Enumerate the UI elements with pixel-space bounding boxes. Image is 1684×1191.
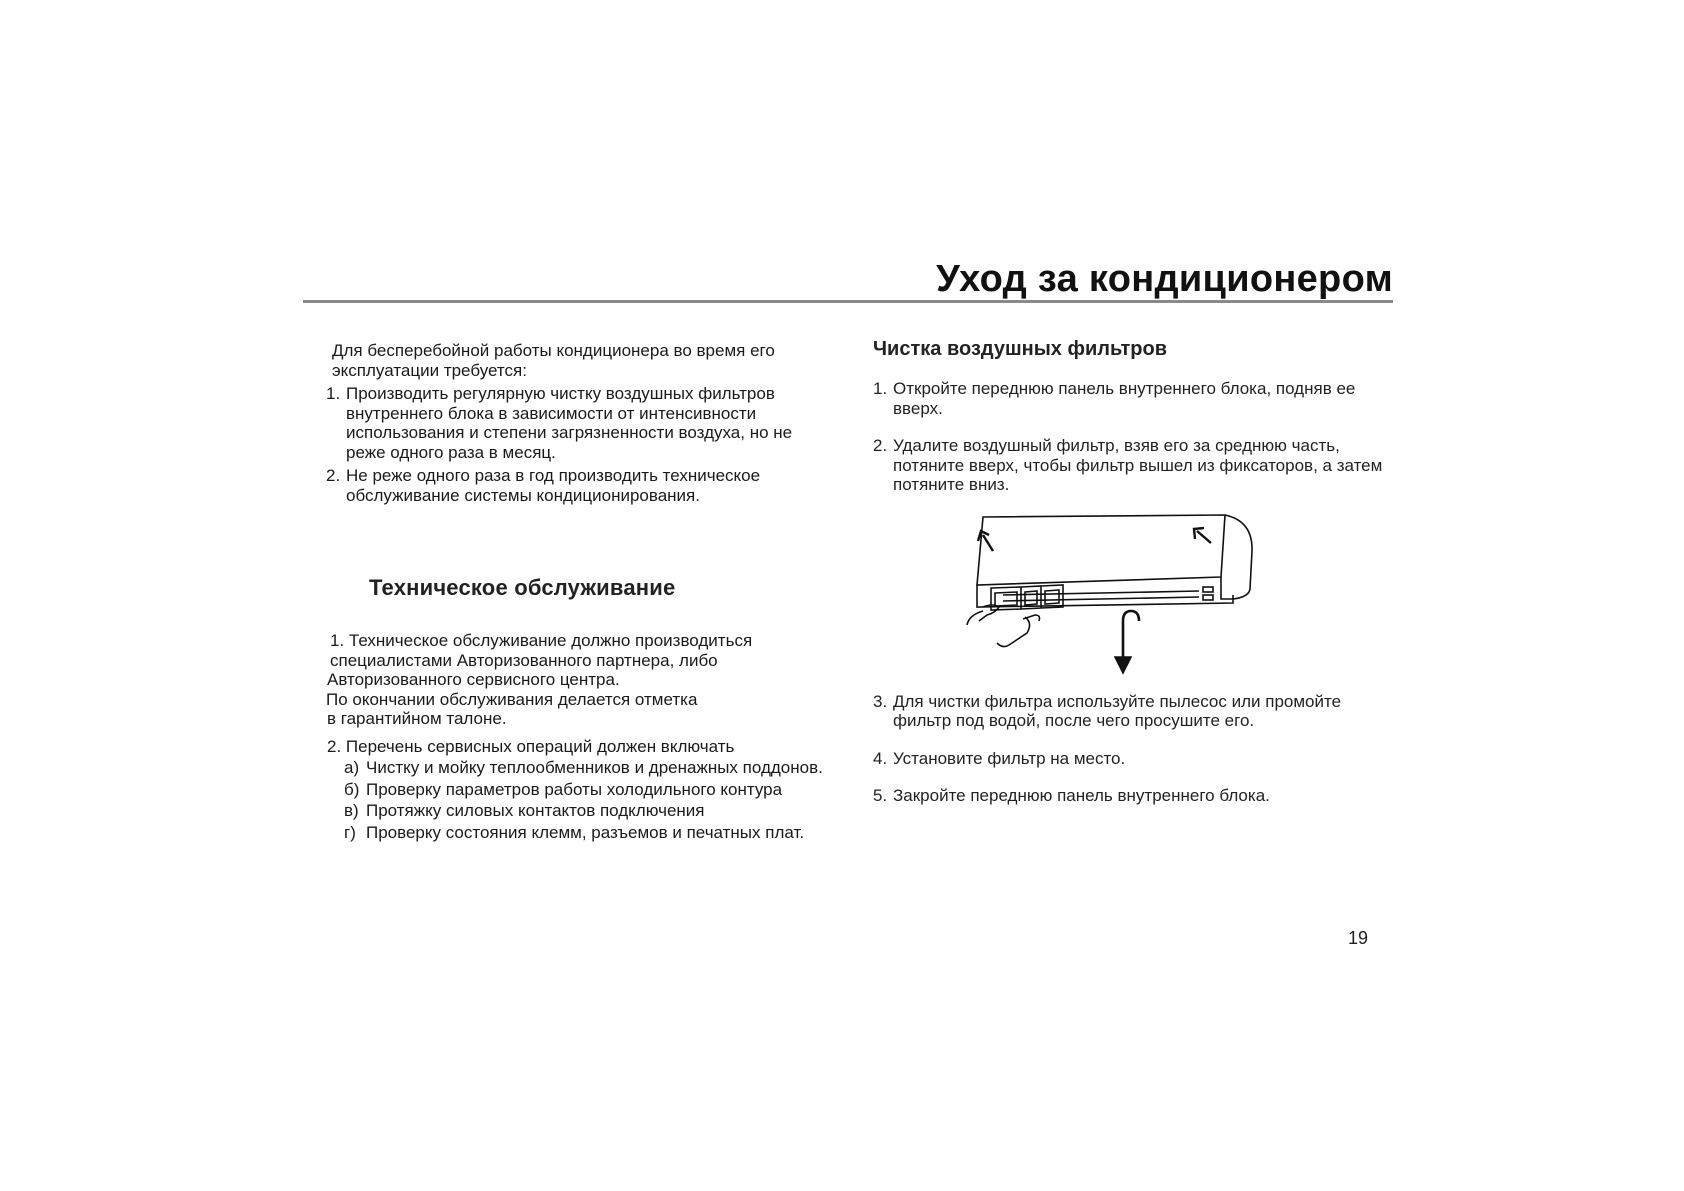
right-column — [873, 338, 1403, 824]
filter-step — [873, 379, 1403, 418]
subitem-label: а) — [344, 758, 360, 777]
step-number: 2. — [873, 436, 888, 455]
arrow-up-right — [1197, 531, 1211, 543]
maintenance-item-1 — [326, 631, 826, 729]
requirement-item — [326, 466, 826, 505]
left-column — [326, 341, 826, 842]
indoor-unit-drawing — [963, 511, 1263, 676]
filter-removal-illustration — [963, 511, 1263, 676]
step-number: 3. — [873, 691, 888, 711]
filter-step — [873, 436, 1403, 495]
subitem-label: в) — [344, 801, 359, 820]
unit-front-panel — [977, 515, 1225, 585]
arrow-up-left — [983, 535, 993, 551]
intro-text: Для бесперебойной работы кондиционера во время его эксплуатации требуется: — [332, 341, 775, 380]
requirement-number: 2. — [326, 466, 341, 485]
step-text: Для чистки фильтра используйте пылесос или промойте фильтр под водой, после чего просушите его. — [893, 691, 1342, 730]
filter-step — [873, 692, 1403, 731]
step-text: Установите фильтр на место. — [893, 748, 1126, 768]
page-title: Уход за кондиционером — [936, 258, 1393, 300]
service-subitem — [344, 758, 826, 778]
maintenance-line: Авторизованного сервисного центра. — [327, 670, 620, 689]
subitem-text: Проверку состояния клемм, разъемов и печатных плат. — [366, 822, 805, 842]
louver-detail — [1203, 587, 1213, 592]
subitem-label: г) — [344, 822, 356, 842]
maintenance-heading: Техническое обслуживание — [369, 575, 676, 600]
step-text: Удалите воздушный фильтр, взяв его за среднюю часть, потяните вверх, чтобы фильтр вышел из фиксаторов, а затем потяните вниз. — [893, 436, 1383, 494]
title-divider — [303, 300, 1393, 303]
maintenance-line: специалистами Авторизованного партнера, либо — [330, 650, 718, 670]
subitem-text: Протяжку силовых контактов подключения — [366, 801, 705, 820]
maintenance-line: в гарантийном талоне. — [327, 709, 507, 728]
step-text: Откройте переднюю панель внутреннего блока, подняв ее вверх. — [893, 379, 1356, 418]
requirement-text: Не реже одного раза в год производить техническое обслуживание системы кондиционирования. — [346, 466, 761, 505]
service-subitem — [344, 780, 826, 800]
requirement-number: 1. — [326, 384, 341, 403]
filter-cleaning-heading: Чистка воздушных фильтров — [873, 338, 1168, 360]
hand-right — [997, 615, 1040, 647]
step-number: 5. — [873, 786, 888, 805]
unit-body — [977, 585, 1233, 607]
unit-body-side — [1221, 515, 1252, 599]
step-number: 4. — [873, 748, 888, 768]
filter-step — [873, 786, 1403, 806]
maintenance-line: 1. Техническое обслуживание должно производиться — [330, 631, 753, 650]
maintenance-line: По окончании обслуживания делается отметка — [326, 689, 698, 709]
requirement-item — [326, 384, 826, 462]
service-subitem — [344, 823, 826, 843]
subitem-label: б) — [344, 779, 360, 799]
hand-left — [967, 605, 999, 625]
step-text: Закройте переднюю панель внутреннего блока. — [893, 786, 1270, 805]
maintenance-item-2-title: 2. Перечень сервисных операций должен включать — [327, 736, 735, 756]
step-number: 1. — [873, 379, 888, 398]
page-number: 19 — [1348, 928, 1369, 948]
subitem-text: Проверку параметров работы холодильного контура — [366, 779, 783, 799]
filter-step — [873, 749, 1403, 769]
service-subitem — [344, 801, 826, 821]
subitem-text: Чистку и мойку теплообменников и дренажных поддонов. — [366, 758, 823, 777]
requirement-text: Производить регулярную чистку воздушных фильтров внутреннего блока в зависимости от интенсивности использования и степени загрязненности воздуха, но не реже одного раза в месяц. — [346, 384, 793, 462]
